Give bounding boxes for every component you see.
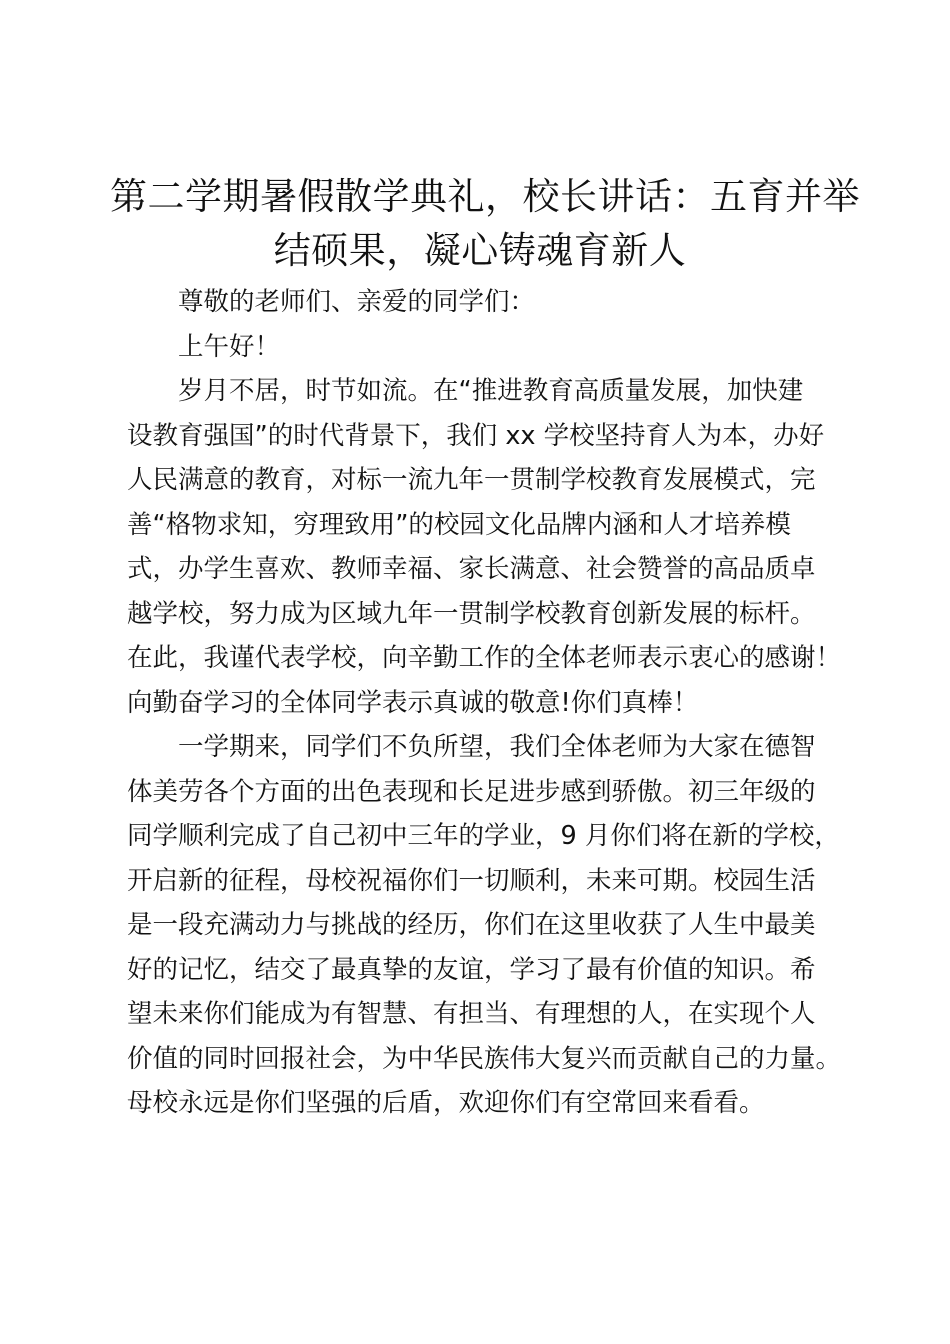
paragraph-line: 好的记忆，结交了最真挚的友谊，学习了最有价值的知识。希 bbox=[127, 954, 816, 985]
paragraph-line: 尊敬的老师们、亲爱的同学们： bbox=[178, 287, 536, 317]
paragraph-line: 望未来你们能成为有智慧、有担当、有理想的人，在实现个人 bbox=[127, 999, 816, 1029]
paragraph-line: 同学顺利完成了自己初中三年的学业，9 月你们将在新的学校， bbox=[127, 821, 840, 851]
salutation-paragraph bbox=[127, 280, 837, 325]
title-line: 第二学期暑假散学典礼，校长讲话：五育并举 bbox=[110, 175, 860, 218]
document-body bbox=[127, 280, 842, 1126]
greeting-paragraph bbox=[127, 325, 837, 370]
paragraph-line: 在此，我谨代表学校，向辛勤工作的全体老师表示衷心的感谢！ bbox=[127, 643, 842, 673]
document-title bbox=[110, 170, 860, 278]
paragraph-line: 岁月不居，时节如流。在“推进教育高质量发展，加快建 bbox=[178, 376, 804, 406]
paragraph-line: 善“格物求知，穷理致用”的校园文化品牌内涵和人才培养模 bbox=[127, 509, 791, 540]
paragraph-line: 体美劳各个方面的出色表现和长足进步感到骄傲。初三年级的 bbox=[127, 776, 816, 807]
paragraph-line: 价值的同时回报社会，为中华民族伟大复兴而贡献自己的力量。 bbox=[127, 1043, 842, 1074]
paragraph-line: 人民满意的教育，对标一流九年一贯制学校教育发展模式，完 bbox=[127, 465, 816, 495]
paragraph-line: 设教育强国”的时代背景下，我们 xx 学校坚持育人为本，办好 bbox=[127, 420, 825, 451]
paragraph-line: 越学校，努力成为区域九年一贯制学校教育创新发展的标杆。 bbox=[127, 598, 816, 629]
paragraph-line: 是一段充满动力与挑战的经历，你们在这里收获了人生中最美 bbox=[127, 910, 816, 940]
title-line: 结硕果，凝心铸魂育新人 bbox=[273, 229, 687, 272]
body-paragraph bbox=[127, 725, 842, 1126]
paragraph-line: 一学期来，同学们不负所望，我们全体老师为大家在德智 bbox=[178, 732, 816, 762]
paragraph-line: 上午好！ bbox=[178, 331, 281, 362]
paragraph-line: 向勤奋学习的全体同学表示真诚的敬意!你们真棒！ bbox=[127, 687, 699, 718]
paragraph-line: 母校永远是你们坚强的后盾，欢迎你们有空常回来看看。 bbox=[127, 1088, 765, 1118]
paragraph-line: 式，办学生喜欢、教师幸福、家长满意、社会赞誉的高品质卓 bbox=[127, 554, 816, 584]
body-paragraph bbox=[127, 369, 842, 725]
paragraph-line: 开启新的征程，母校祝福你们一切顺利，未来可期。校园生活 bbox=[127, 865, 816, 896]
